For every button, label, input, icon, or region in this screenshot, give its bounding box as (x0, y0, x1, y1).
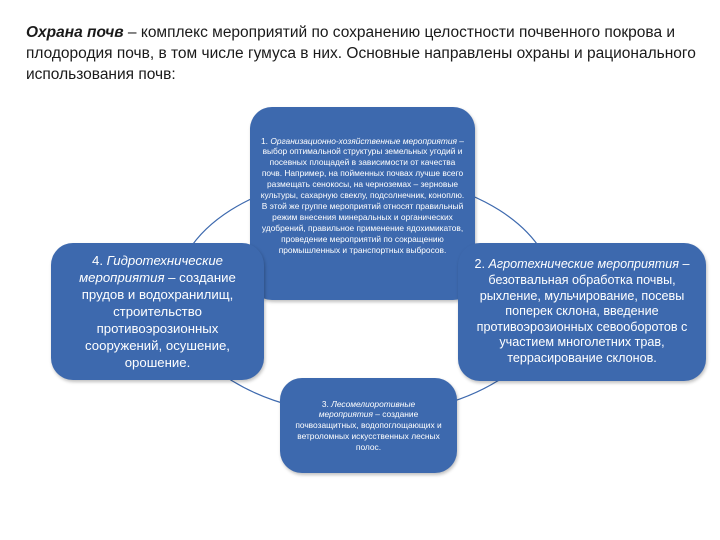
node-agrotechnical-text (470, 257, 694, 366)
node-agrotechnical-title: Агротехнические мероприятия (488, 257, 679, 272)
node-organizational (250, 107, 475, 300)
node-agrotechnical-body: – безотвальная обработка почвы, рыхление, мульчирование, посевы поперек склона, введение противоэрозионных севооборотов с участием многолетних трав, террасирование склонов. (476, 257, 690, 365)
node-agrotechnical-num: 2. (474, 257, 489, 272)
node-hydrotechnical-body: – создание прудов и водохранилищ, строительство противоэрозионных сооружений, осушение, орошение. (81, 270, 236, 370)
node-forest-reclamation-num: 3. (321, 398, 332, 409)
node-agrotechnical (458, 243, 706, 381)
node-hydrotechnical-num: 4. (92, 253, 107, 268)
intro-text: – комплекс мероприятий по сохранению целостности почвенного покрова и плодородия почв, в том числе гумуса в них. Основные направлены охраны и рационального использования почв: (26, 24, 696, 83)
node-forest-reclamation-title: Лесомелиоротивные мероприятия (318, 398, 416, 420)
node-hydrotechnical (51, 243, 264, 380)
node-hydrotechnical-text (63, 252, 252, 371)
node-forest-reclamation-text (294, 399, 443, 453)
node-organizational-num: 1. (261, 135, 271, 146)
node-organizational-body: – выбор оптимальной структуры земельных угодий и посевных площадей в зависимости от качества почв. Например, на пойменных почвах лучше всего размещать сенокосы, на черноземах – зерновые культуры, сахарную свеклу, подсолнечник, коноплю. В этой же группе мероприятий относят правильный режим внесения минеральных и органических удобрений, правильное применение ядохимикатов, проведение мероприятий по сокращению промышленных и транспортных выбросов. (260, 135, 465, 255)
node-hydrotechnical-title: Гидротехнические мероприятия (79, 253, 223, 285)
node-forest-reclamation (280, 378, 457, 473)
node-organizational-text (260, 136, 465, 256)
node-forest-reclamation-body: – создание почвозащитных, водопоглощающих и ветроломных искусственных лесных полос. (295, 409, 442, 452)
node-organizational-title: Организационно-хозяйственные мероприятия (270, 135, 457, 146)
intro-term: Охрана почв (26, 24, 124, 41)
